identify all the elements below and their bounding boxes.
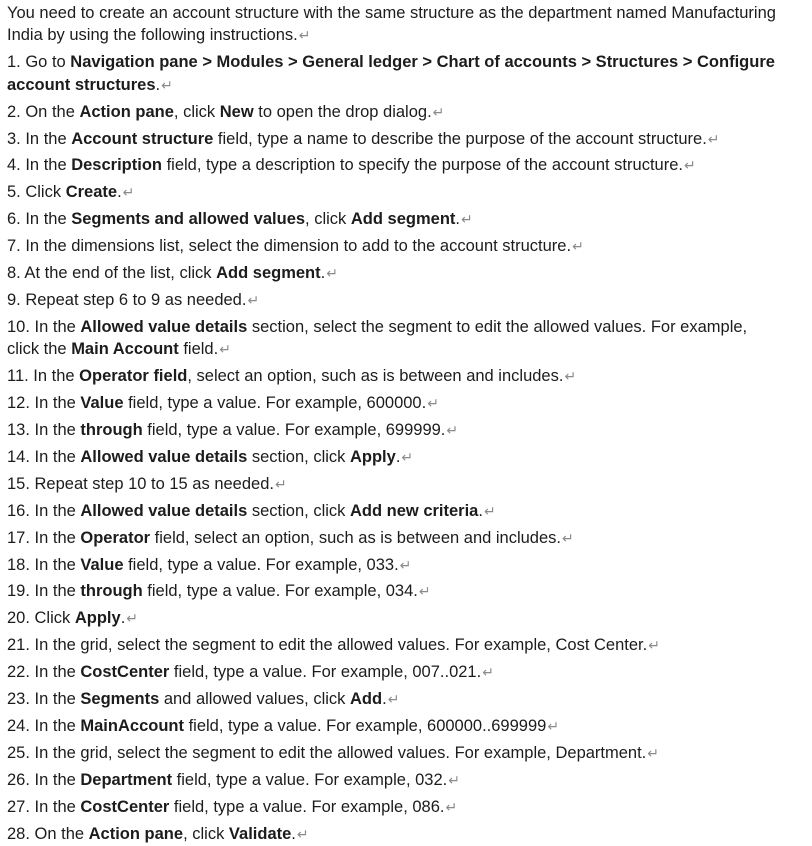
bold-text-run: Account structure: [71, 129, 214, 148]
text-run: field, type a description to specify the purpose of the account structure.: [162, 156, 683, 175]
instruction-paragraph: [7, 316, 808, 362]
bold-text-run: Operator field: [79, 367, 188, 386]
text-run: 8. At the end of the list, click: [7, 264, 217, 283]
text-run: 18. In the: [7, 555, 81, 574]
text-line: [7, 51, 808, 73]
text-run: 15. Repeat step 10 to 15 as needed.: [7, 474, 274, 493]
text-run: 11. In the: [7, 367, 80, 386]
instruction-paragraph: [7, 128, 808, 151]
bold-text-run: Apply: [349, 447, 396, 466]
text-line: [7, 769, 808, 792]
instruction-paragraph: [7, 365, 808, 388]
text-line: [7, 500, 808, 523]
bold-text-run: Add: [350, 690, 383, 709]
text-run: field, type a value. For example, 034.: [142, 582, 418, 601]
text-line: [7, 208, 808, 231]
text-run: 13. In the: [7, 421, 81, 439]
text-run: 17. In the: [7, 528, 81, 547]
bold-text-run: Add new criteria: [349, 501, 479, 520]
instruction-paragraph: [7, 688, 808, 711]
bold-text-run: MainAccount: [80, 716, 184, 735]
text-run: 25. In the grid, select the segment to edit the allowed values. For example, Department.: [7, 743, 647, 762]
text-run: 21. In the grid, select the segment to edit the allowed values. For example, Cost Center.: [7, 636, 648, 655]
paragraph-return-icon: ↵: [418, 584, 431, 601]
text-line: [7, 2, 808, 24]
text-run: .: [155, 75, 161, 94]
text-line: [7, 446, 808, 469]
bold-text-run: CostCenter: [80, 663, 170, 682]
instruction-paragraph: [7, 742, 808, 765]
paragraph-return-icon: ↵: [126, 611, 139, 628]
text-run: 2. On the: [7, 102, 80, 121]
text-run: , select an option, such as is between and includes.: [187, 367, 564, 386]
text-run: field, type a value. For example, 033.: [123, 555, 399, 574]
bold-text-run: through: [80, 582, 143, 601]
text-run: and allowed values, click: [159, 690, 351, 709]
text-run: 3. In the: [7, 129, 72, 148]
paragraph-return-icon: ↵: [122, 185, 135, 202]
paragraph-return-icon: ↵: [387, 692, 400, 709]
paragraph-return-icon: ↵: [427, 396, 439, 413]
text-run: You need to create an account structure with the same structure as the department named Manufacturing: [7, 4, 776, 22]
text-run: 4. In the: [7, 156, 72, 175]
text-run: 24. In the: [7, 716, 81, 735]
instruction-paragraph: [7, 527, 808, 550]
instruction-paragraph: [7, 580, 808, 603]
text-line: [7, 365, 808, 388]
instruction-paragraph: [7, 419, 808, 442]
text-run: field.: [178, 340, 219, 359]
text-line: [7, 823, 808, 846]
bold-text-run: Navigation pane > Modules > General ledger > Chart of accounts > Structures > Configure: [70, 53, 775, 72]
bold-text-run: Main Account: [71, 340, 179, 359]
instruction-paragraph: [7, 101, 808, 124]
text-run: .: [395, 447, 401, 466]
bold-text-run: Department: [80, 770, 173, 789]
text-line: [7, 580, 808, 603]
paragraph-return-icon: ↵: [298, 28, 311, 45]
bold-text-run: Action pane: [88, 824, 184, 843]
text-run: 20. Click: [7, 609, 75, 628]
paragraph-return-icon: ↵: [647, 745, 659, 762]
instruction-paragraph: [7, 607, 808, 630]
paragraph-return-icon: ↵: [482, 665, 494, 682]
text-run: field, select an option, such as is between and includes.: [150, 528, 561, 547]
paragraph-return-icon: ↵: [683, 158, 696, 175]
paragraph-return-icon: ↵: [274, 476, 287, 493]
text-line: [7, 527, 808, 550]
instruction-paragraph: [7, 181, 808, 204]
text-run: .: [455, 210, 460, 229]
paragraph-return-icon: ↵: [461, 212, 473, 229]
text-run: 14. In the: [7, 447, 81, 466]
text-run: 28. On the: [7, 824, 89, 843]
paragraph-return-icon: ↵: [326, 266, 338, 283]
instruction-paragraph: [7, 392, 808, 415]
text-run: field, type a value. For example, 600000.: [123, 394, 427, 413]
text-run: .: [117, 183, 122, 202]
text-run: 23. In the: [7, 690, 81, 709]
instruction-paragraph: [7, 473, 808, 496]
text-line: [7, 742, 808, 765]
text-run: , click: [173, 102, 220, 121]
instruction-paragraph: [7, 634, 808, 657]
paragraph-return-icon: ↵: [483, 503, 496, 520]
paragraph-return-icon: ↵: [247, 292, 260, 309]
text-run: .: [291, 824, 296, 843]
text-line: [7, 128, 808, 151]
instruction-paragraph: [7, 289, 808, 312]
bold-text-run: CostCenter: [80, 797, 170, 816]
text-line: [7, 661, 808, 684]
paragraph-return-icon: ↵: [448, 772, 460, 789]
bold-text-run: Create: [65, 183, 118, 202]
bold-text-run: Allowed value details: [80, 447, 248, 466]
bold-text-run: Value: [80, 394, 124, 413]
text-run: 10. In the: [7, 317, 81, 336]
instruction-paragraph: [7, 823, 808, 846]
paragraph-return-icon: ↵: [399, 557, 412, 574]
bold-text-run: Add segment: [216, 264, 321, 283]
paragraph-return-icon: ↵: [401, 449, 414, 466]
text-run: to open the drop dialog.: [253, 102, 432, 121]
paragraph-return-icon: ↵: [572, 239, 584, 256]
paragraph-return-icon: ↵: [445, 799, 458, 816]
bold-text-run: Description: [71, 156, 162, 175]
text-line: [7, 419, 808, 442]
paragraph-return-icon: ↵: [547, 718, 560, 735]
bold-text-run: New: [219, 102, 254, 121]
bold-text-run: Value: [80, 555, 124, 574]
paragraph-return-icon: ↵: [219, 342, 231, 359]
paragraph-return-icon: ↵: [648, 638, 660, 655]
text-line: [7, 181, 808, 204]
instruction-paragraph: [7, 796, 808, 819]
text-line: [7, 634, 808, 657]
text-run: click the: [7, 340, 72, 359]
text-run: 6. In the: [7, 210, 72, 229]
instruction-paragraph: [7, 235, 808, 258]
bold-text-run: Apply: [74, 609, 121, 628]
text-line: [7, 289, 808, 312]
paragraph-return-icon: ↵: [446, 423, 459, 439]
text-run: 16. In the: [7, 501, 81, 520]
text-line: [7, 392, 808, 415]
instruction-paragraph: [7, 500, 808, 523]
paragraph-return-icon: ↵: [296, 826, 309, 843]
text-line: [7, 715, 808, 738]
text-run: section, select the segment to edit the allowed values. For example,: [247, 317, 748, 336]
instruction-paragraph: [7, 715, 808, 738]
text-run: 7. In the dimensions list, select the dimension to add to the account structure.: [7, 237, 572, 256]
instruction-paragraph: [7, 554, 808, 577]
text-run: section, click: [247, 447, 350, 466]
instruction-paragraph: [7, 769, 808, 792]
text-line: [7, 235, 808, 258]
text-run: , click: [305, 210, 351, 229]
bold-text-run: through: [80, 421, 143, 439]
instruction-paragraph: [7, 208, 808, 231]
bold-text-run: Action pane: [79, 102, 174, 121]
instruction-paragraph: [7, 661, 808, 684]
text-run: 9. Repeat step 6 to 9 as needed.: [7, 290, 247, 309]
text-line: [7, 688, 808, 711]
text-run: India by using the following instructions.: [7, 26, 298, 45]
text-run: 5. Click: [7, 183, 66, 202]
bold-text-run: Add segment: [350, 210, 456, 229]
text-run: .: [382, 690, 387, 709]
text-run: field, type a value. For example, 086.: [169, 797, 445, 816]
instruction-paragraph: [7, 446, 808, 469]
text-line: [7, 101, 808, 124]
paragraph-return-icon: ↵: [432, 104, 445, 121]
text-run: .: [120, 609, 126, 628]
bold-text-run: Validate: [228, 824, 292, 843]
text-run: 22. In the: [7, 663, 81, 682]
text-line: [7, 316, 808, 338]
text-run: .: [320, 264, 326, 283]
instruction-paragraph: [7, 2, 808, 48]
text-run: 1. Go to: [7, 53, 71, 72]
text-run: field, type a value. For example, 600000..699999: [183, 716, 547, 735]
text-run: .: [478, 501, 483, 520]
text-line: [7, 262, 808, 285]
paragraph-return-icon: ↵: [707, 131, 720, 148]
text-run: 19. In the: [7, 582, 81, 601]
text-line: [7, 74, 808, 97]
text-run: field, type a value. For example, 007..021.: [169, 663, 482, 682]
text-run: field, type a name to describe the purpose of the account structure.: [213, 129, 707, 148]
text-line: [7, 24, 808, 47]
instruction-paragraph: [7, 262, 808, 285]
instruction-paragraph: [7, 154, 808, 177]
text-run: , click: [183, 824, 229, 843]
paragraph-return-icon: ↵: [161, 77, 173, 94]
text-line: [7, 607, 808, 630]
bold-text-run: Segments: [80, 690, 160, 709]
text-line: [7, 473, 808, 496]
text-run: field, type a value. For example, 032.: [172, 770, 448, 789]
paragraph-return-icon: ↵: [564, 369, 577, 386]
bold-text-run: Allowed value details: [80, 317, 248, 336]
bold-text-run: account structures: [7, 75, 156, 94]
text-run: 26. In the: [7, 770, 81, 789]
instruction-paragraph: [7, 51, 808, 97]
bold-text-run: Segments and allowed values: [71, 210, 306, 229]
text-run: section, click: [247, 501, 350, 520]
text-line: [7, 796, 808, 819]
text-run: 12. In the: [7, 394, 81, 413]
text-line: [7, 154, 808, 177]
text-line: [7, 338, 808, 361]
bold-text-run: Operator: [80, 528, 151, 547]
text-line: [7, 554, 808, 577]
bold-text-run: Allowed value details: [80, 501, 248, 520]
text-run: field, type a value. For example, 699999.: [142, 421, 446, 439]
paragraph-return-icon: ↵: [562, 530, 574, 547]
text-run: 27. In the: [7, 797, 81, 816]
